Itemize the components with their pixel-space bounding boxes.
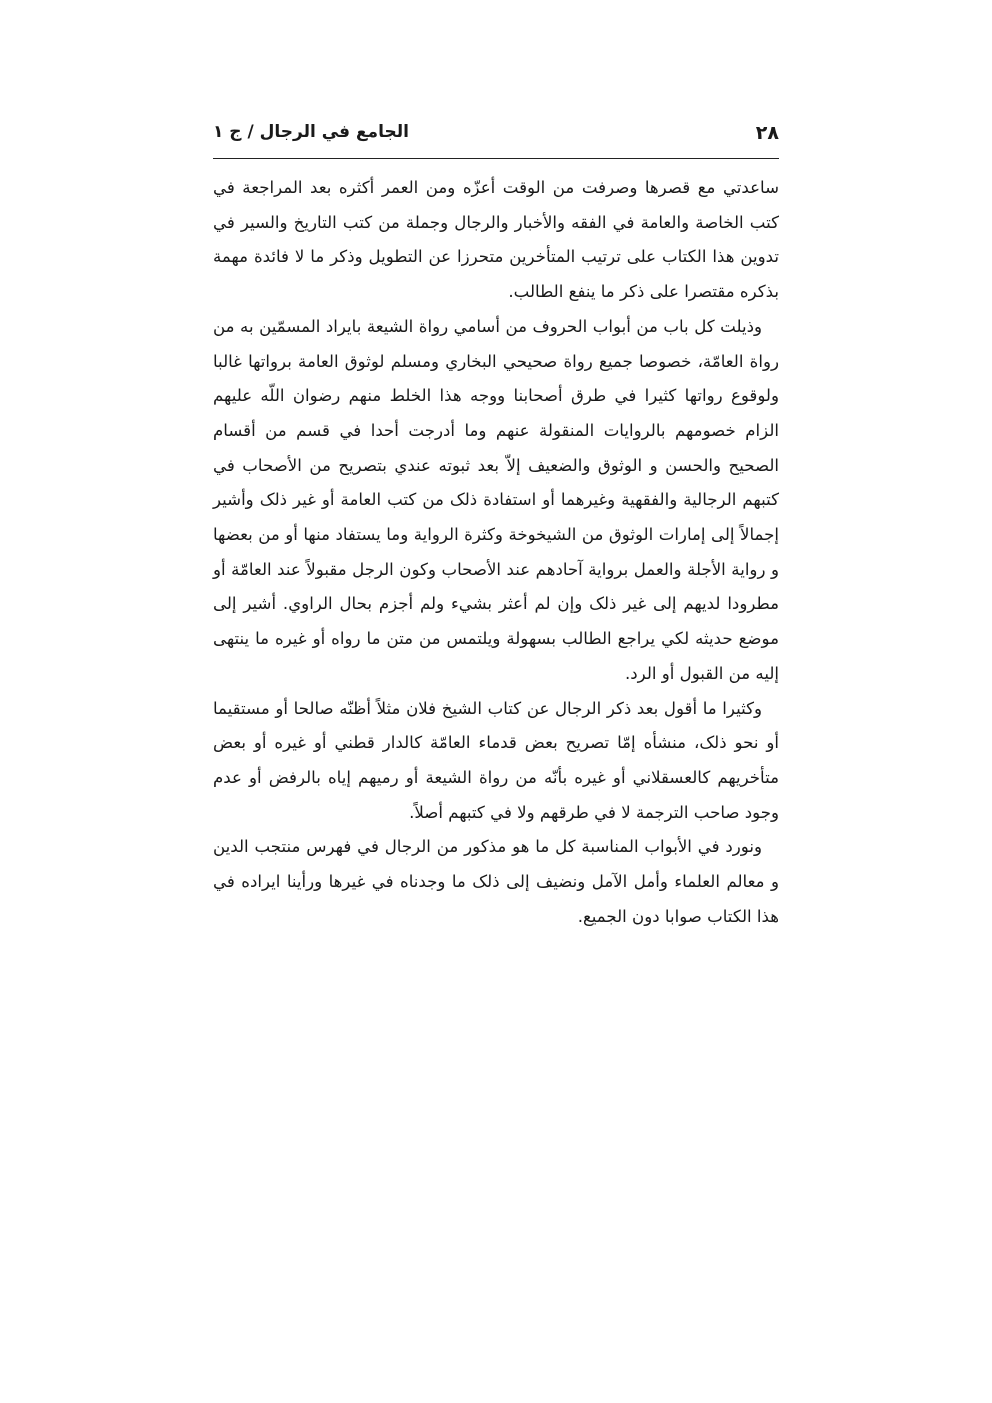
- running-header: [213, 122, 779, 152]
- paragraph: وذيلت كل باب من أبواب الحروف من أسامي رواة الشيعة بايراد المسمّين به من رواة العامّة، خصوصا جميع رواة صحيحي البخاري ومسلم لوثوق العامة برواتها غالبا ولوقوع رواتها كثيرا في طرق أصحابنا ووجه هذا الخلط منهم رضوان اللّه عليهم الزام خصومهم بالروايات المنقولة عنهم وما أدرجت أحدا في قسم من أقسام الصحيح والحسن و الوثوق والضعيف إلاّ بعد ثبوته عندي بتصريح من الأصحاب في كتبهم الرجالية والفقهية وغيرهما أو استفادة ذلک من کتب العامة أو غير ذلک وأشير إجمالاً إلى إمارات الوثوق من الشيخوخة وكثرة الرواية وما يستفاد منها أو من بعضها و رواية الأجلة والعمل برواية آحادهم عند الأصحاب وكون الرجل مقبولاً عند العامّة أو مطرودا لديهم إلى غير ذلک وإن لم أعثر بشيء ولم أجزم بحال الراوي. أشير إلى موضع حديثه لكي يراجع الطالب بسهولة ويلتمس من متن ما رواه أو غيره ما ينتهى إليه من القبول أو الرد.: [213, 316, 779, 683]
- paragraph: وكثيرا ما أقول بعد ذكر الرجال عن كتاب الشيخ فلان مثلاً أظنّه صالحا أو مستقيما أو نحو ذلک، منشأه إمّا تصريح بعض قدماء العامّة كالدار قطني أو غيره أو بعض متأخريهم كالعسقلاني أو غيره بأنّه من رواة الشيعة أو رميهم إياه بالرفض أو عدم وجود صاحب الترجمة لا في طرقهم ولا في كتبهم أصلاً.: [213, 698, 779, 822]
- header-divider: [213, 158, 779, 159]
- page-number: ٢٨: [755, 122, 779, 144]
- paragraph: ساعدتي مع قصرها وصرفت من الوقت أعزّه ومن العمر أكثره بعد المراجعة في كتب الخاصة والعامة في الفقه والأخبار والرجال وجملة من كتب التاريخ والسير في تدوين هذا الكتاب على ترتيب المتأخرين متحرزا عن التطويل وذكر ما لا فائدة مهمة بذكره مقتصرا على ذكر ما ينفع الطالب.: [213, 178, 779, 302]
- running-title: الجامع في الرجال / ج ١: [213, 122, 409, 142]
- paragraph: ونورد في الأبواب المناسبة كل ما هو مذكور من الرجال في فهرس منتجب الدين و معالم العلماء وأمل الآمل ونضيف إلى ذلک ما وجدناه في غيرها ورأينا ايراده في هذا الكتاب صوابا دون الجميع.: [213, 837, 779, 926]
- body-text: [213, 171, 779, 934]
